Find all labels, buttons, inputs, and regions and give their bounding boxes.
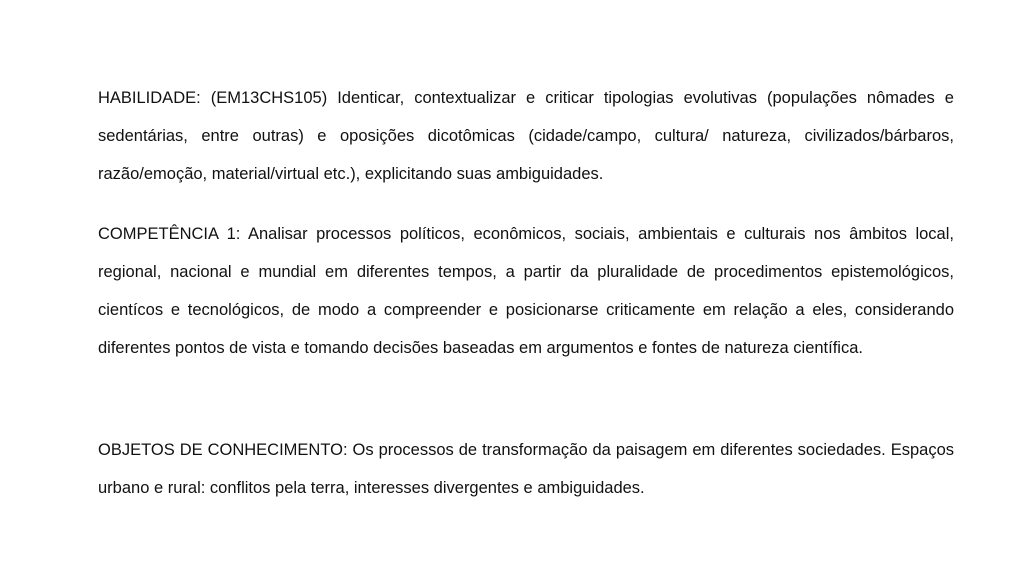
competencia-label: COMPETÊNCIA 1: [98,225,241,243]
habilidade-paragraph [98,79,954,193]
objetos-paragraph [98,431,954,507]
habilidade-text: Identicar, contextualizar e criticar tipologias evolutivas (populações nômades e sedentárias, entre outras) e oposições dicotômicas (cidade/campo, cultura/ natureza, civilizados/bárbaros, razão/emoção, material/virtual etc.), explicitando suas ambiguidades. [98,89,954,183]
objetos-label: OBJETOS DE CONHECIMENTO: [98,441,348,459]
document-page [98,0,954,573]
habilidade-label: HABILIDADE: (EM13CHS105) [98,89,328,107]
competencia-paragraph [98,215,954,367]
competencia-text: Analisar processos políticos, econômicos, sociais, ambientais e culturais nos âmbitos local, regional, nacional e mundial em diferentes tempos, a partir da pluralidade de procedimentos epistemológicos, cientícos e tecnológicos, de modo a compreender e posicionarse criticamente em relação a eles, considerando diferentes pontos de vista e tomando decisões baseadas em argumentos e fontes de natureza científica. [98,225,954,357]
objetos-text: Os processos de transformação da paisagem em diferentes sociedades. Espaços urbano e rural: conflitos pela terra, interesses divergentes e ambiguidades. [98,441,954,497]
